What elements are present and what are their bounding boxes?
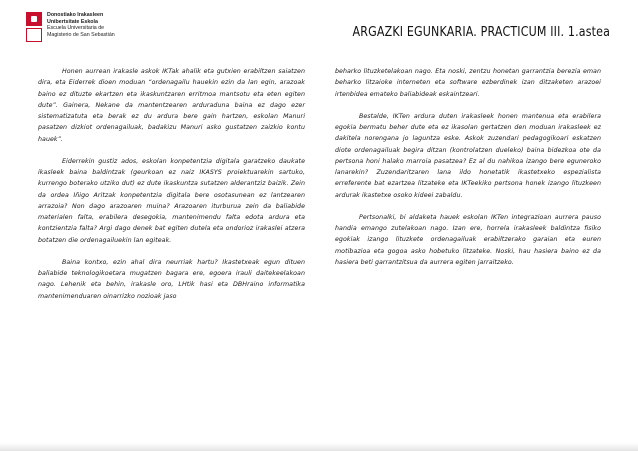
logo-line: Escuela Universitaria de bbox=[47, 25, 105, 32]
paragraph: beharko lituzketelakoan nago. Eta noski, zentzu honetan garrantzia berezia eman beharko litzaioke interneten eta software ezberdinek izan ditzaketen arazoei irtenbidea emateko baliabideak eskaintzeari. bbox=[335, 68, 601, 98]
paragraph: Honen aurrean irakasle askok IKTak ahalik eta gutxien erabiltzen saiatzen dira, eta Eiderrek dioen moduan “ordenagailu hauekin ezin da lan egin, arazoak baino ez dituzte ekartzen eta ikaskuntzaren erritmoa mantsotu eta eten egiten dute”. Gainera, Nekane da mantentzearen arduraduna baina ez dago ezer sistematizatuta eta berak ez du ardura bere gain hartzen, eskolan Manuri pasatzen dizkiot ordenagailuak, badakizu Manuri asko gustatzen zaizkio kontu hauek”. bbox=[38, 68, 305, 143]
logo-line: Magisterio de San Sebastián bbox=[47, 31, 115, 38]
left-column bbox=[38, 66, 305, 313]
university-emblem-icon bbox=[26, 12, 42, 42]
paragraph: Baina kontxo, ezin ahal dira neurriak hartu? Ikastetxeak egun dituen baliabide teknologikoetara mugatzen bagara ere, egoera irauli daitekeelakoan nago. Lehenik eta behin, irakasle oro, LHtik hasi eta DBHraino informatika mantenimenduaren oinarrizko nozioak jaso bbox=[38, 258, 305, 300]
logo-text bbox=[47, 12, 115, 38]
university-logo bbox=[26, 12, 176, 46]
right-column bbox=[335, 66, 601, 279]
logo-line: Donostiako Irakasleen bbox=[47, 12, 104, 18]
paragraph: Eiderrekin gustiz ados, eskolan konpetentzia digitala garatzeko daukate ikasleek baina baldintzak (geurkoan ez naiz IKASYS proiektuarekin sartuko, kurrengo boterako utziko dut) ez dute ikaskuntza sutatzen alderantziz baizik. Zein da ordea Iñigo Aritzak konpetentzia digitala bere osotasunean ez lantzearen arrazoia? Non dago arazoaren muina? Arazoaren iturburua zein da baliabide materialen falta, erabilera desegokia, mantenimendu falta edota ardura eta kontzientzia falta? Argi dago denek bat egiten dutela eta ondorioz irakaslei atzera botatzen die ordenagailuekin lan egiteak. bbox=[38, 157, 305, 244]
page-bottom-shadow bbox=[0, 443, 638, 451]
logo-line: Unibertsitate Eskola bbox=[47, 18, 98, 25]
page-title: ARGAZKI EGUNKARIA. PRACTICUM III. 1.astea bbox=[352, 24, 610, 40]
paragraph: Pertsonalki, bi aldaketa hauek eskolan IKTen integrazioan aurrera pauso handia emango zutelakoan nago. Izan ere, horrela irakasleek baldintza fisiko egokiak izango lituzkete ordenagailuak erabiltzerako garaian eta euren motibazioa eta gogoa asko hobetuko litzateke. Noski, hau hasiera baino ez da hasiera beti garrantzitsua da aurrera egiten jarraitzeko. bbox=[335, 213, 601, 266]
paragraph: Bestalde, IKTen ardura duten irakasleek honen mantenua eta erabilera egokia bermatu beher dute eta ez ikasolan gertatzen den moduan irakasleek ez dakitela norengana jo laguntza eske. Askok zuzendari pedagogikoari eskatzen diote ordenagailuak begira ditzan (kontrolatzen dueleko) baina bidezkoa ote da pertsona honi halako marroia pasatzea? Ez al du nahikoa izango bere eguneroko lanarekin? Zuzendaritzaren lana ildo honetatik ikastetxeko espezialista erreferente bat ezartzea litzateke eta IKTeekiko pertsona honek izango lituzkeen ardurak ikastetxe osoko kideei zabaldu. bbox=[335, 112, 601, 199]
